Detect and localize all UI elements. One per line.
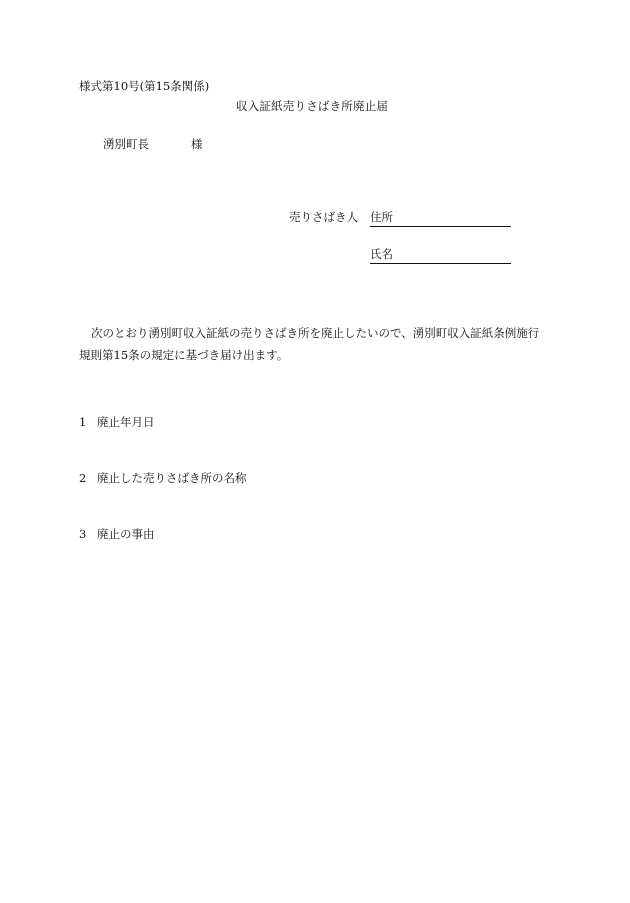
item-number: 1 (79, 415, 87, 429)
seller-label: 売りさばき人 (289, 210, 358, 224)
body-paragraph (79, 322, 559, 366)
item-label: 廃止の事由 (97, 527, 155, 541)
name-label: 氏名 (370, 247, 393, 261)
addressee (103, 139, 203, 151)
item-number: 2 (79, 471, 87, 485)
item-label: 廃止年月日 (97, 415, 155, 429)
item-abolition-reason (79, 529, 155, 541)
item-office-name (79, 473, 247, 485)
body-line-1: 次のとおり湧別町収入証紙の売りさばき所を廃止したいので、湧別町収入証紙条例施行 (91, 326, 540, 340)
body-line-2: 規則第15条の規定に基づき届け出ます。 (79, 348, 289, 362)
addressee-mayor: 湧別町長 (103, 137, 149, 151)
document-title: 収入証紙売りさばき所廃止届 (236, 99, 389, 113)
name-field (370, 249, 511, 264)
item-abolition-date (79, 417, 155, 429)
form-number-label: 様式第10号(第15条関係) (79, 79, 210, 93)
item-number: 3 (79, 527, 87, 541)
address-field (370, 212, 511, 227)
item-label: 廃止した売りさばき所の名称 (97, 471, 247, 485)
address-label: 住所 (370, 210, 393, 224)
addressee-honorific: 様 (191, 137, 203, 151)
